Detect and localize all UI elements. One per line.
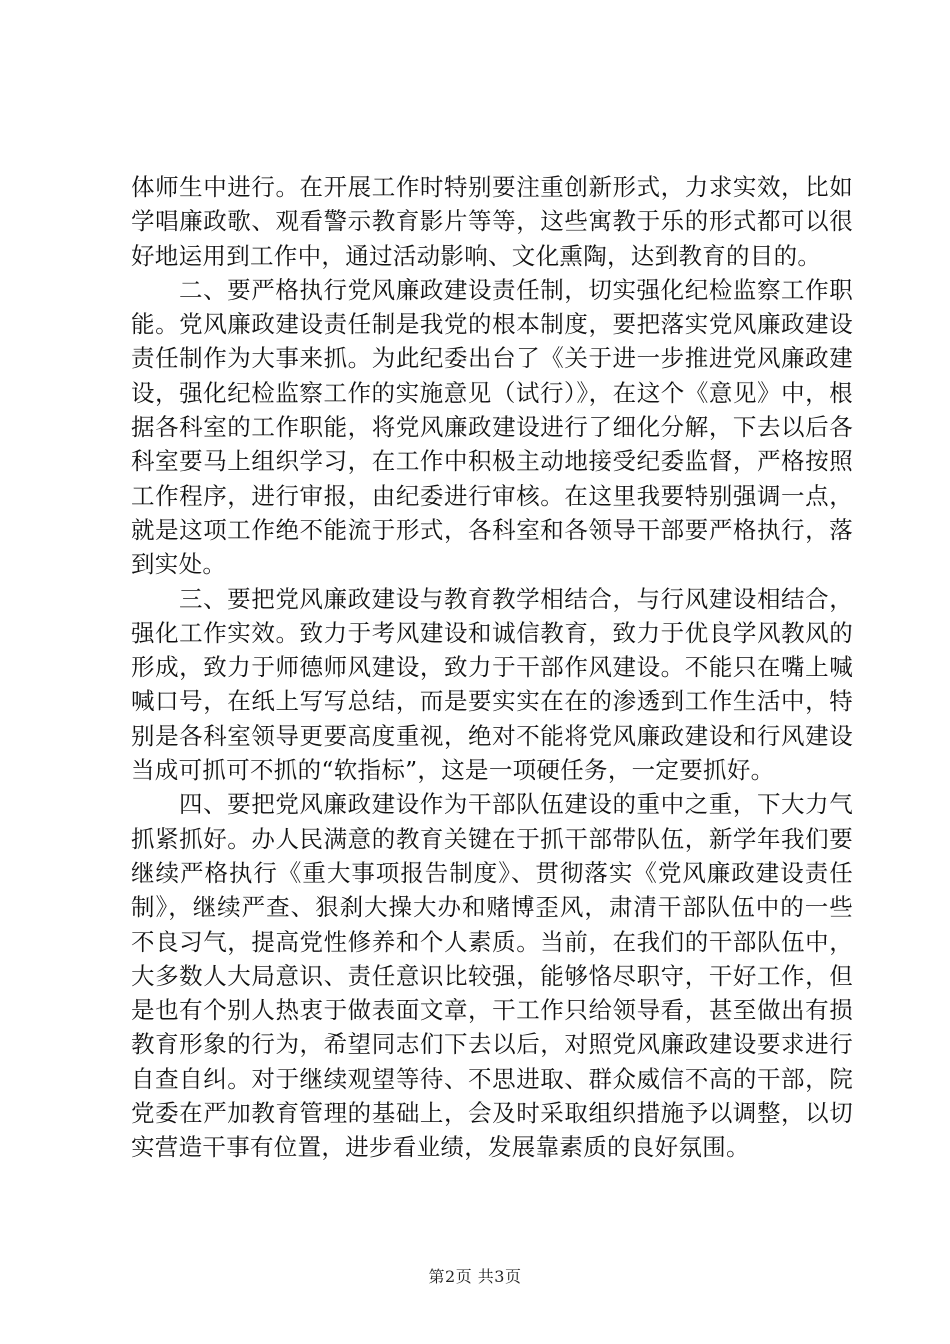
document-body: [131, 170, 853, 1165]
paragraph-section-three: 三、要把党风廉政建设与教育教学相结合，与行风建设相结合，强化工作实效。致力于考风建设和诚信教育，致力于优良学风教风的形成，致力于师德师风建设，致力于干部作风建设。不能只在嘴上喊喊口号，在纸上写写总结，而是要实实在在的渗透到工作生活中，特别是各科室领导更要高度重视，绝对不能将党风廉政建设和行风建设当成可抓可不抓的“软指标”，这是一项硬任务，一定要抓好。: [131, 584, 853, 785]
paragraph-continuation: 体师生中进行。在开展工作时特别要注重创新形式，力求实效，比如学唱廉政歌、观看警示教育影片等等，这些寓教于乐的形式都可以很好地运用到工作中，通过活动影响、文化熏陶，达到教育的目的。: [131, 173, 853, 270]
page-number-footer: 第2页 共3页: [428, 1267, 522, 1286]
paragraph-section-four: 四、要把党风廉政建设作为干部队伍建设的重中之重，下大力气抓紧抓好。办人民满意的教育关键在于抓干部带队伍，新学年我们要继续严格执行《重大事项报告制度》、贯彻落实《党风廉政建设责任制》，继续严查、狠刹大操大办和赌博歪风，肃清干部队伍中的一些不良习气，提高党性修养和个人素质。当前，在我们的干部队伍中，大多数人大局意识、责任意识比较强，能够恪尽职守，干好工作，但是也有个别人热衷于做表面文章，干工作只给领导看，甚至做出有损教育形象的行为，希望同志们下去以后，对照党风廉政建设要求进行自查自纠。对于继续观望等待、不思进取、群众威信不高的干部，院党委在严加教育管理的基础上，会及时采取组织措施予以调整，以切实营造干事有位置，进步看业绩，发展靠素质的良好氛围。: [131, 790, 853, 1162]
paragraph-section-two: 二、要严格执行党风廉政建设责任制，切实强化纪检监察工作职能。党风廉政建设责任制是我党的根本制度，要把落实党风廉政建设责任制作为大事来抓。为此纪委出台了《关于进一步推进党风廉政建设，强化纪检监察工作的实施意见（试行）》，在这个《意见》中，根据各科室的工作职能，将党风廉政建设进行了细化分解，下去以后各科室要马上组织学习，在工作中积极主动地接受纪委监督，严格按照工作程序，进行审报，由纪委进行审核。在这里我要特别强调一点，就是这项工作绝不能流于形式，各科室和各领导干部要严格执行，落到实处。: [131, 275, 853, 579]
